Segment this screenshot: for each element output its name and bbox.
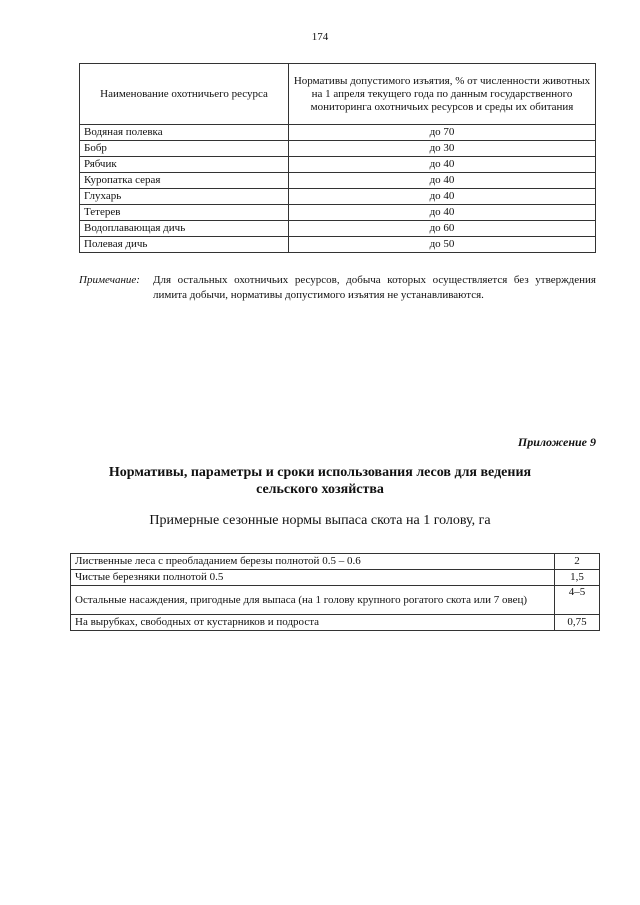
withdrawal-value: до 40 [289, 157, 596, 173]
table-row [80, 173, 596, 189]
table-row [80, 141, 596, 157]
table-row [71, 615, 600, 631]
table-row [71, 554, 600, 570]
hunting-resources-table [79, 63, 596, 253]
withdrawal-value: до 50 [289, 237, 596, 253]
resource-name: Водяная полевка [80, 125, 289, 141]
appendix-label: Приложение 9 [517, 435, 596, 449]
table-row [80, 237, 596, 253]
table-row [80, 221, 596, 237]
resource-name: Тетерев [80, 205, 289, 221]
table-header-row [80, 64, 596, 125]
forest-type: Лиственные леса с преобладанием березы полнотой 0.5 – 0.6 [71, 554, 555, 570]
forest-type: Остальные насаждения, пригодные для выпаса (на 1 голову крупного рогатого скота или 7 овец) [71, 586, 555, 615]
resource-name: Куропатка серая [80, 173, 289, 189]
page-number: 174 [311, 31, 329, 43]
withdrawal-value: до 40 [289, 205, 596, 221]
header-resource-name: Наименование охотничьего ресурса [80, 64, 289, 125]
withdrawal-value: до 40 [289, 173, 596, 189]
table-row [80, 157, 596, 173]
grazing-norm: 0,75 [555, 615, 600, 631]
withdrawal-value: до 30 [289, 141, 596, 157]
resource-name: Глухарь [80, 189, 289, 205]
withdrawal-value: до 70 [289, 125, 596, 141]
table-row [71, 586, 600, 615]
grazing-norm: 4–5 [555, 586, 600, 615]
table-row [80, 189, 596, 205]
table-subtitle: Примерные сезонные нормы выпаса скота на 1 голову, га [149, 513, 491, 528]
note-label: Примечание: [79, 274, 140, 286]
grazing-norms-table [70, 553, 600, 631]
resource-name: Водоплавающая дичь [80, 221, 289, 237]
withdrawal-value: до 60 [289, 221, 596, 237]
resource-name: Бобр [80, 141, 289, 157]
forest-type: На вырубках, свободных от кустарников и подроста [71, 615, 555, 631]
table-row [80, 125, 596, 141]
forest-type: Чистые березняки полнотой 0.5 [71, 570, 555, 586]
header-withdrawal-norm: Нормативы допустимого изъятия, % от численности животных на 1 апреля текущего года по данным государственного мониторинга охотничьих ресурсов и среды их обитания [289, 64, 596, 125]
withdrawal-value: до 40 [289, 189, 596, 205]
table-row [80, 205, 596, 221]
section-title: Нормативы, параметры и сроки использования лесов для ведения сельского хозяйства [108, 465, 532, 497]
grazing-norm: 1,5 [555, 570, 600, 586]
table-row [71, 570, 600, 586]
resource-name: Рябчик [80, 157, 289, 173]
grazing-norm: 2 [555, 554, 600, 570]
note-text: Для остальных охотничьих ресурсов, добыча которых осуществляется без утверждения лимита добычи, нормативы допустимого изъятия не устанавливаются. [153, 274, 596, 301]
resource-name: Полевая дичь [80, 237, 289, 253]
